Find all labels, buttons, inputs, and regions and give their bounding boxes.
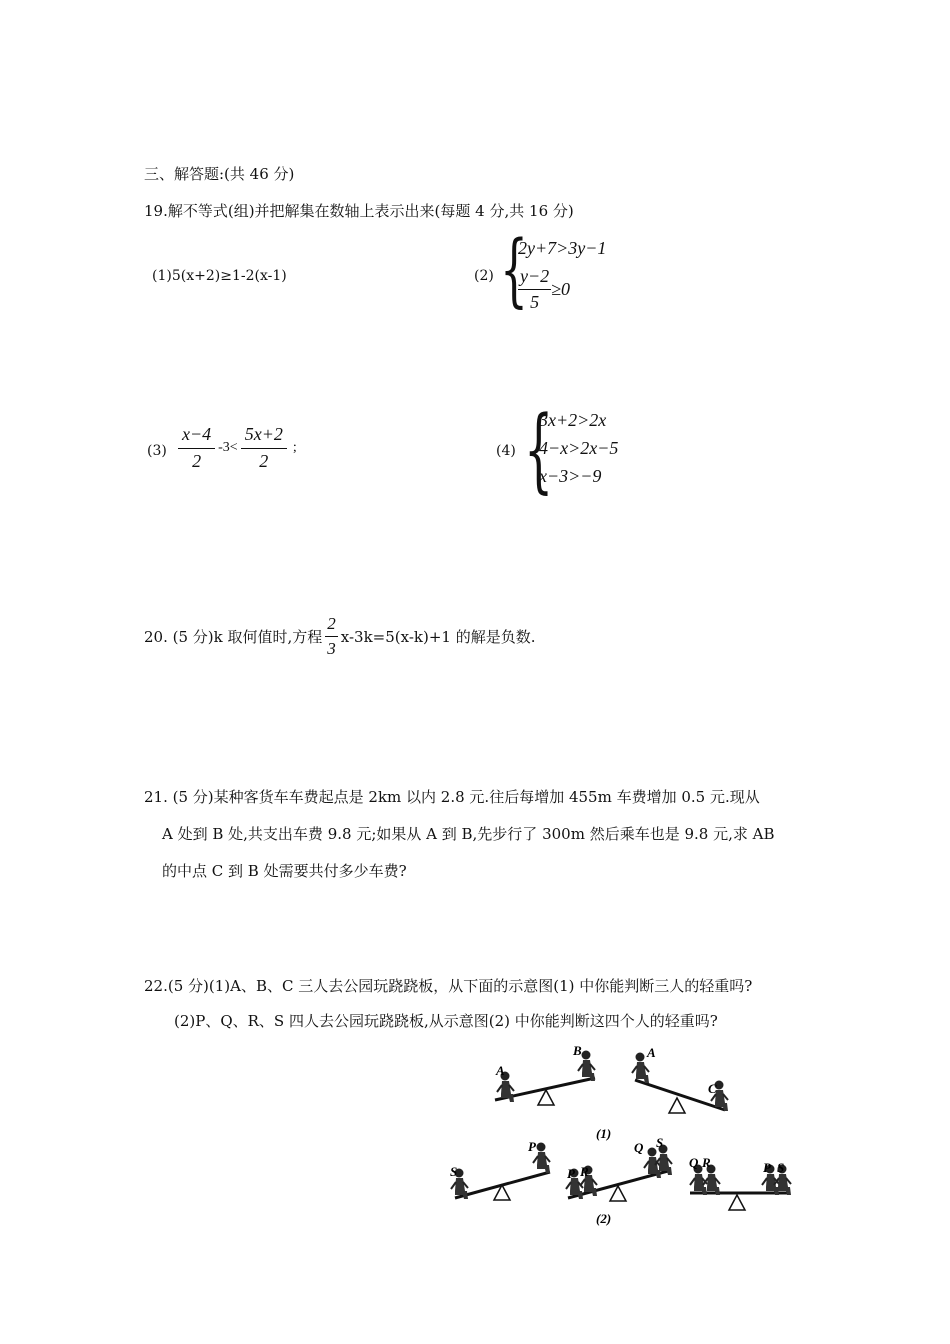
q22-line2: (2)P、Q、R、S 四人去公园玩跷跷板,从示意图(2) 中你能判断这四个人的轻重吗? xyxy=(174,1012,718,1030)
q19-part3-fraction-1 xyxy=(178,424,215,472)
seesaw-name-label: S xyxy=(656,1135,664,1150)
q21-line1: 21. (5 分)某种客货车车费起点是 2km 以内 2.8 元.往后每增加 455m 车费增加 0.5 元.现从 xyxy=(144,788,760,806)
q19-part3-label: (3) xyxy=(147,443,167,459)
fraction-numerator: 2 xyxy=(325,614,338,637)
q19-part2-relation: ≥0 xyxy=(551,279,571,299)
seesaw-name-label: P xyxy=(528,1139,536,1154)
figure-caption-2: (2) xyxy=(596,1211,612,1226)
q19-part4-line1: 3x+2>2x xyxy=(539,410,607,430)
q21-line2: A 处到 B 处,共支出车费 9.8 元;如果从 A 到 B,先步行了 300m 然后乘车也是 9.8 元,求 AB xyxy=(162,825,775,843)
q19-part1-expr: 5(x+2)≥1-2(x-1) xyxy=(171,268,287,284)
brace-icon: { xyxy=(500,223,528,316)
seesaw-2a xyxy=(450,1139,550,1200)
section-heading: 三、解答题:(共 46 分) xyxy=(144,165,295,183)
q20-fraction xyxy=(325,614,338,659)
q20-prefix: 20. (5 分)k 取何值时,方程 xyxy=(144,628,323,646)
q19-part3-fraction-2 xyxy=(241,424,287,472)
seesaw-2b xyxy=(566,1135,672,1201)
seesaw-name-label: Q xyxy=(689,1155,699,1170)
q19-part4-line2: 4−x>2x−5 xyxy=(539,438,619,458)
q19-stem: 19.解不等式(组)并把解集在数轴上表示出来(每题 4 分,共 16 分) xyxy=(144,202,574,220)
q22-line1: 22.(5 分)(1)A、B、C 三人去公园玩跷跷板，从下面的示意图(1) 中你能判断三人的轻重吗? xyxy=(144,977,753,995)
fraction-denominator: 2 xyxy=(259,451,269,471)
fraction-numerator: x−4 xyxy=(178,424,215,449)
q19-part1-label: (1) xyxy=(152,268,172,284)
seesaw-name-label: C xyxy=(708,1081,717,1096)
q20 xyxy=(144,614,535,659)
seesaw-2c xyxy=(689,1155,791,1210)
q19-part4-label: (4) xyxy=(496,443,516,459)
seesaw-name-label: R xyxy=(702,1155,711,1170)
q19-part3-tail: ; xyxy=(292,440,297,455)
person-icon xyxy=(644,1148,661,1179)
seesaw-name-label: S xyxy=(777,1160,785,1175)
seesaw-name-label: Q xyxy=(634,1140,644,1155)
q19-part3-expr xyxy=(178,424,297,472)
seesaw-1b xyxy=(632,1045,728,1113)
seesaw-name-label: A xyxy=(647,1045,656,1060)
q19-part3-middle: -3< xyxy=(218,440,238,455)
seesaw-name-label: R xyxy=(580,1164,589,1179)
figure-caption-1: (1) xyxy=(596,1126,612,1141)
brace-icon: { xyxy=(524,396,554,503)
seesaw-figure xyxy=(440,1035,820,1235)
seesaw-1a xyxy=(495,1043,595,1105)
seesaw-name-label: P xyxy=(763,1160,771,1175)
q19-part2-label: (2) xyxy=(474,268,494,284)
seesaw-name-label: A xyxy=(496,1063,505,1078)
q19-part2-line1: 2y+7>3y−1 xyxy=(518,238,607,258)
seesaw-name-label: P xyxy=(567,1166,575,1181)
fraction-denominator: 3 xyxy=(327,639,336,658)
seesaw-name-label: S xyxy=(450,1164,458,1179)
fraction-denominator: 5 xyxy=(530,292,540,312)
fraction-numerator: 5x+2 xyxy=(241,424,287,449)
fraction-numerator: y−2 xyxy=(518,266,551,290)
q19-part1 xyxy=(152,268,287,284)
seesaw-name-label: B xyxy=(573,1043,582,1058)
q19-part2-line2 xyxy=(518,266,570,313)
q20-suffix: x-3k=5(x-k)+1 的解是负数. xyxy=(340,628,536,646)
q19-part2-fraction xyxy=(518,266,551,313)
q21-line3: 的中点 C 到 B 处需要共付多少车费? xyxy=(162,862,407,880)
fraction-denominator: 2 xyxy=(192,451,202,471)
q19-part4-line3: x−3>−9 xyxy=(539,466,602,486)
